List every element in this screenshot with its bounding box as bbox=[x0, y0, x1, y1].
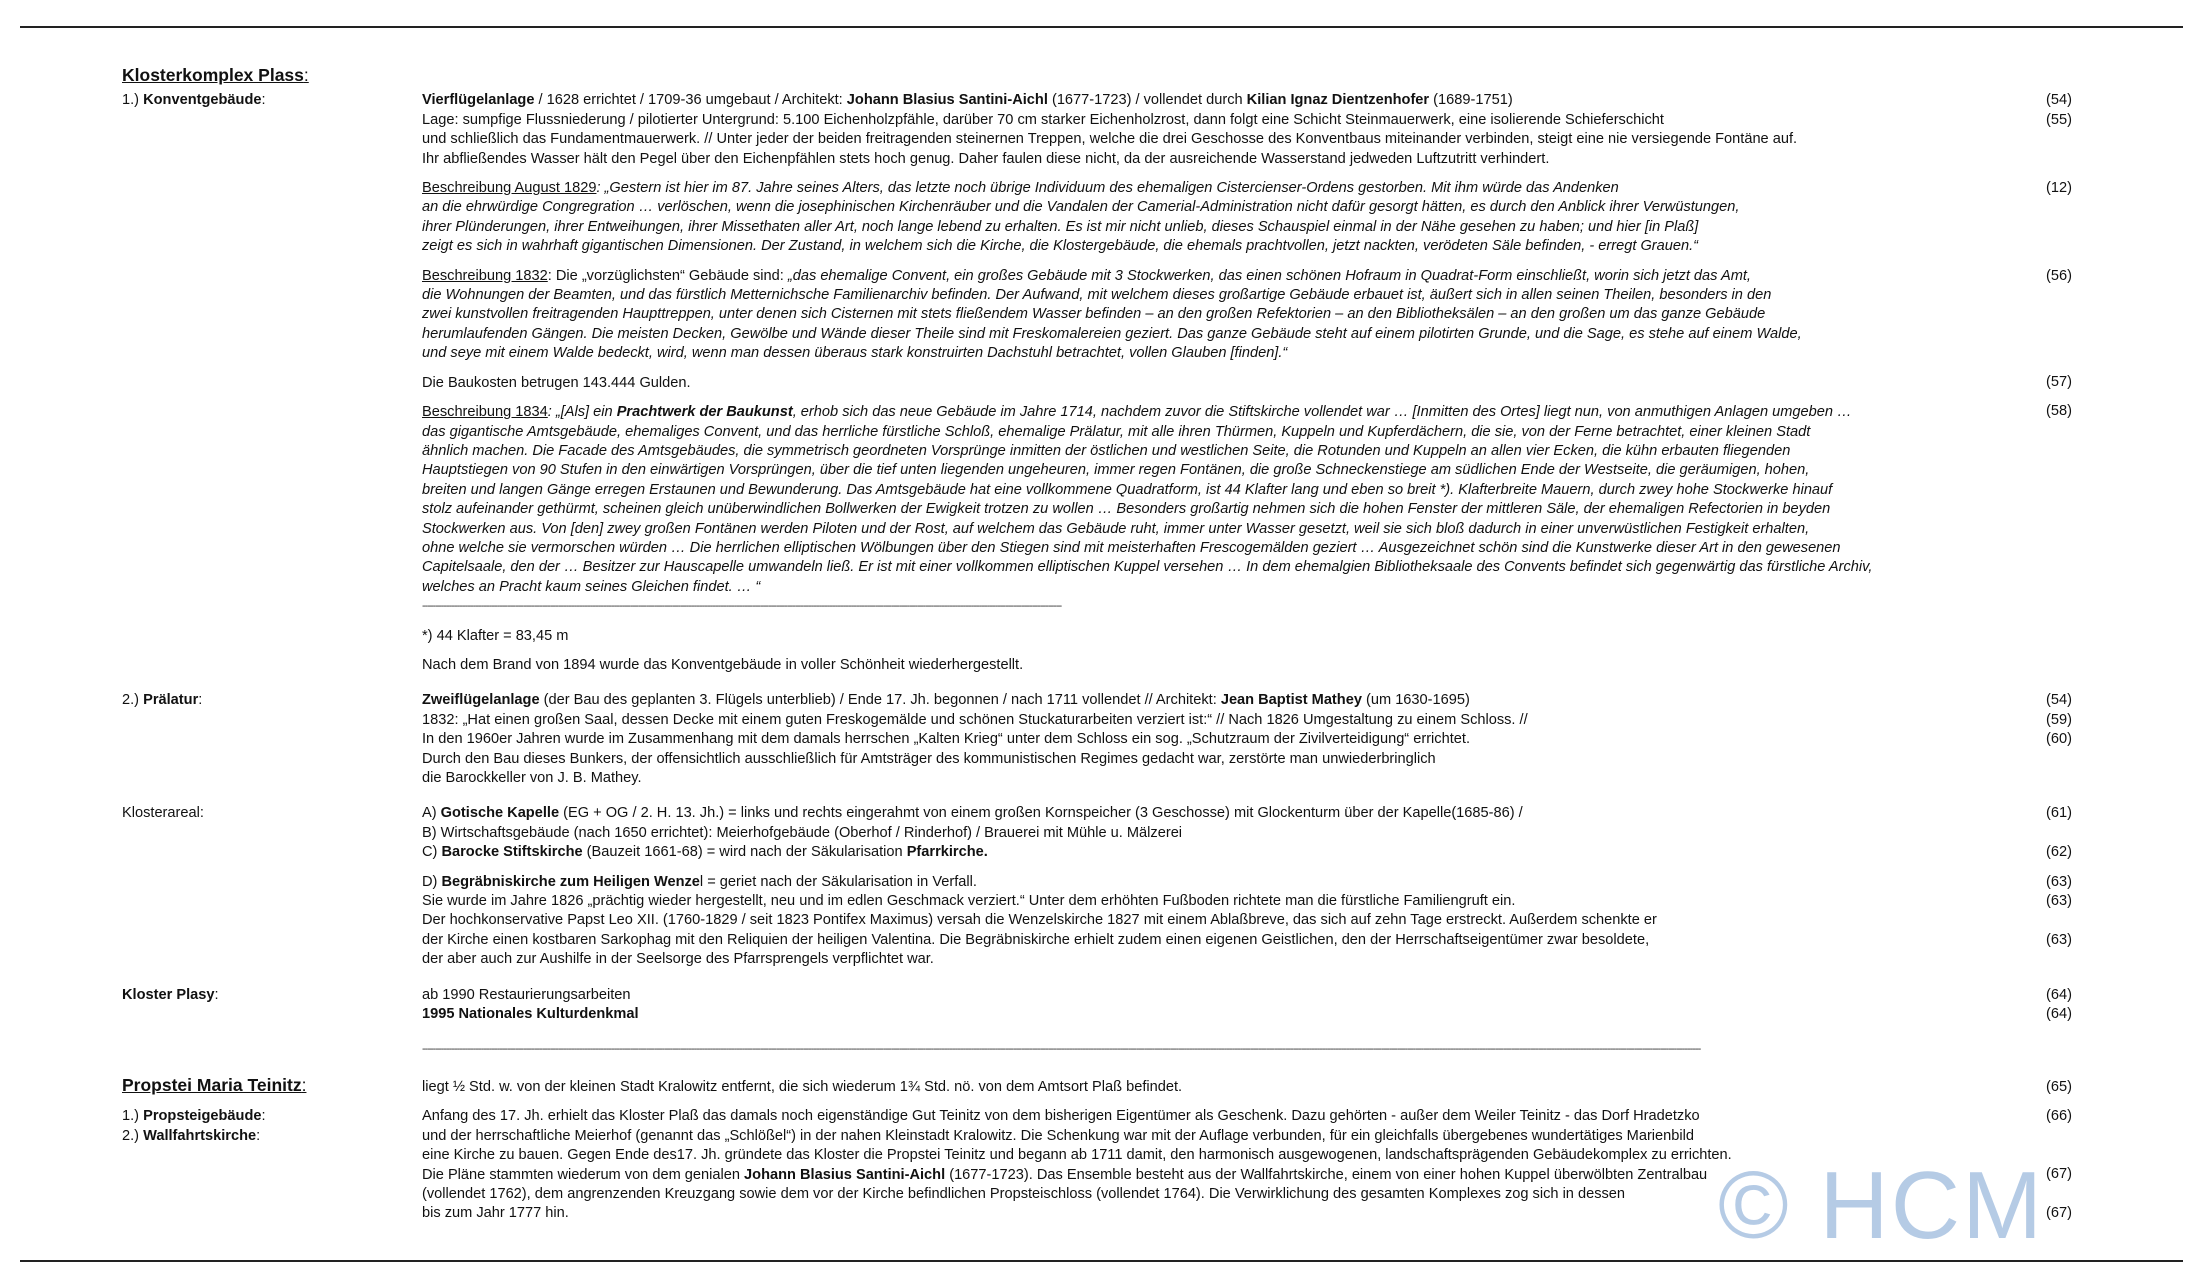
propsteigebaeude-label: 1.) Propsteigebäude: bbox=[122, 1108, 266, 1125]
praelatur-section: 2.) Prälatur: Zweiflügelanlage (der Bau des geplanten 3. Flügels unterblieb) / Ende 17. Jh. begonnen / nach 1711 vollendet // Architekt: Jean Baptist Mathey (um 1630-1695) 1832: „Hat einen großen Saal, dessen Decke mit einem guten Freskogemälde und schönen Stuckaturarbeiten verziert ist:“ // Nach 1826 Umgestaltung zu einem Schloss. // In den 1960er Jahren wurde im Zusammenhang mit dem damals herrschen „Kalten Krieg“ unter dem Schloss ein sog. „Schutzraum der Zivilverteidigung“ errichtet. Durch den Bau dieses Bunkers, der offensichtlich ausschließlich für Amtsträger des kommunistischen Regimes gedacht war, zerstörte man unwiederbringlich die Barockkeller von J. B. Mathey. (54) (59) (60) bbox=[122, 691, 2072, 788]
kloster-plasy-label: Kloster Plasy bbox=[122, 986, 215, 1003]
kloster-plasy-section: Kloster Plasy: ab 1990 Restaurierungsarbeiten 1995 Nationales Kulturdenkmal (64) (64) bbox=[122, 986, 2072, 1023]
bottom-rule bbox=[20, 1260, 2183, 1262]
klosterareal-section: Klosterareal: A) Gotische Kapelle (EG + OG / 2. H. 13. Jh.) = links und rechts eingerahmt von einem großen Kornspeicher (3 Geschosse) mit Glockenturm über der Kapelle(1685-86) / B) Wirtschaftsgebäude (nach 1650 errichtet): Meierhofgebäude (Oberhof / Rinderhof) / Brauerei mit Mühle u. Mälzerei C) Barocke Stiftskirche (Bauzeit 1661-68) = wird nach der Säkularisation Pfarrkirche. D) Begräbniskirche zum Heiligen Wenzel = geriet nach der Säkularisation in Verfall. Sie wurde im Jahre 1826 „prächtig wieder hergestellt, neu und im edlen Geschmack verziert.“ Unter dem erhöhten Fußboden richtete man die fürstliche Familiengruft ein. Der hochkonservative Papst Leo XII. (1760-1829 / seit 1823 Pontifex Maximus) versah die Wenzelskirche 1827 mit einem Ablaßbreve, das sich auf zehn Tage erstreckt. Außerdem schenkte er der Kirche einen kostbaren Sarkophag mit den Reliquien der heiligen Valentina. Die Begräbniskirche erhielt zudem einen eigenen Geistlichen, den der Herrschaftseigentümer zwar besoldete, der aber auch zur Aushilfe in der Seelsorge des Pfarrsprengels verpflichtet war. (61) (62) (63) (63) (63) bbox=[122, 804, 2072, 969]
document-page: Klosterkomplex Plass: 1.) Konventgebäude: Vierflügelanlage / 1628 errichtet / 1709-36 umgebaut / Architekt: Johann Blasius Santini-Aichl (1677-1723) / vollendet durch Kilian Ignaz Dientzenhofer (1689-1751) Lage: sumpfige Flussniederung / pilotierter Untergrund: 5.100 Eichenholzpfähle, darüber 70 cm starker Eichenholzrost, dann folgt eine Schicht Steinmauerwerk, eine isolierende Schieferschicht und schließlich das Fundamentmauerwerk. // Unter jeder der beiden freitragenden steinernen Treppen, welche die drei Geschosse des Konventbaus miteinander verbinden, steigt eine nie versiegende Fontäne auf. Ihr abfließendes Wasser hält den Pegel über den Eichenpfählen stets hoch genug. Daher faulen diese nicht, da der ausreichende Wasserstand jedweden Luftzutritt verhindert. Beschreibung August 1829: „Gestern ist hier im 87. Jahre seines Alters, das letzte noch übrige Individuum des ehemaligen Cistercienser-Ordens gestorben. Mit ihm würde das Andenken an die ehrwürdige Congregration … verlöschen, wenn die josephinischen Kirchenräuber und die Vandalen der Camerial-Administration nicht dafür gesorgt hätten, es durch den Anblick ihrer Verwüstungen, ihrer Plünderungen, ihrer Entweihungen, ihrer Missethaten aller Art, noch lange lebend zu erhalten. Es ist mir nicht unlieb, dieses Schauspiel einmal in der Nähe gesehen zu haben; und hier [in Plaß] zeigt es sich in wahrhaft gigantischen Dimensionen. Der Zustand, in welchem sich die Kirche, die Klostergebäude, die ehemals prachtvollen, jetzt nackten, verödeten Säle befinden, - erregt Grauen.“ Beschreibung 1832: Die „vorzüglichsten“ Gebäude sind: „das ehemalige Convent, ein großes Gebäude mit 3 Stockwerken, das einen schönen Hofraum in Quadrat-Form einschließt, worin sich jetzt das Amt, die Wohnungen der Beamten, und das fürstlich Metternichsche Familienarchiv befinden. Der Aufwand, mit welchem dieses großartige Gebäude erbauet ist, äußert sich in allen seinen Theilen, besonders in den zwei kunstvollen freitragenden Haupttreppen, unter denen sich Cisternen mit stets fließendem Wasser befinden – an den großen Refektorien – an den Bibliotheksälen – an den großen um das ganze Gebäude herumlaufenden Gängen. Die meisten Decken, Gewölbe und Wände dieser Theile sind mit Freskomalereien geziert. Das ganze Gebäude steht auf einem pilotirten Grunde, und die Sage, es stehe auf einem Walde, und seye mit einem Walde bedeckt, wird, wenn man dessen überaus stark konstruirten Dachstuhl betrachtet, vollen Glauben [finden].“ Die Baukosten betrugen 143.444 Gulden. Beschreibung 1834: „[Als] ein Prachtwerk der Baukunst, erhob sich das neue Gebäude im Jahre 1714, nachdem zuvor die Stiftskirche vollendet war … [Inmitten des Ortes] liegt nun, von anmuthigen Anlagen umgeben … das gigantische Amtsgebäude, ehemaliges Convent, und das herrliche fürstliche Schloß, ehemalige Prälatur, mit alle ihren Thürmen, Kuppeln und Kupferdächern, die sie, von der Ferne betrachtet, einer kleinen Stadt ähnlich machen. Die Facade des Amtsgebäudes, die symmetrisch geordneten Vorsprünge inmitten der östlichen und westlichen Seite, die Rotunden und Kuppeln an allen vier Ecken, die kühn erbauten fliegenden Hauptstiegen von 90 Stufen in den einwärtigen Vorsprüngen, über die tief unten liegenden ungeheuren, immer regen Fontänen, die große Schneckenstiege am südlichen Ende der Westseite, die geräumigen, hohen, breiten und langen Gänge erregen Erstaunen und Bewunderung. Das Amtsgebäude hat eine vollkommene Quadratform, ist 44 Klafter lang und eben so breit *). Klafterbreite Mauern, durch zwey hohe Stockwerke hinauf stolz aufeinander gethürmt, scheinen gleich unüberwindlichen Bollwerken der Ewigkeit trotzen zu wollen … Besonders großartig nehmen sich die hohen Fenster der mittleren Säle, der ehemaligen Refectorien in beyden Stockwerken aus. Von [den] zwey großen Fontänen werden Piloten und der Rost, auf welchem das Gebäude ruht, immer unter Wasser gesetzt, weil sie sich bloß dadurch in einer unverwüstlichen Festigkeit erhalten, ohne welche sie vermorschen würden … Die herrlichen elliptischen Wölbungen über den Stiegen sind mit meisterhaften Frescogemälden geziert … Ausgezeichnet schön sind die Kunstwerke dieser Art in den gewesenen Capitelsaale, den der … Besitzer zur Hauscapelle umwandeln ließ. Er ist mit einer vollkommen elliptischen Kuppel versehen … In dem ehemalgien Bibliotheksaale des Convents befindet sich gegenwärtig das fürstliche Archiv, welches an Pracht kaum seines Gleichen findet. … “ ------------------------------------------------------------------------------------------------------------------------------------------------------------------------------------------------------------------------------------------------ *) 44 Klafter = 83,45 m Nach dem Brand von 1894 wurde das Konventgebäude in voller Schönheit wiederhergestellt. (54) (55) (12) (56) (57) (58) 2.) Prälatur: Zweiflügelanlage (der Bau des geplanten 3. Flügels unterblieb) / Ende 17. Jh. begonnen / nach 1711 vollendet // Architekt: Jean Baptist Mathey (um 1630-1695) 1832: „Hat einen großen Saal, dessen Decke mit einem guten Freskogemälde und schönen Stuckaturarbeiten verziert ist:“ // Nach 1826 Umgestaltung zu einem Schloss. // In den 1960er Jahren wurde im Zusammenhang mit dem damals herrschen „Kalten Krieg“ unter dem Schloss ein sog. „Schutzraum der Zivilverteidigung“ errichtet. Durch den Bau dieses Bunkers, der offensichtlich ausschließlich für Amtsträger des kommunistischen Regimes gedacht war, zerstörte man unwiederbringlich die Barockkeller von J. B. Mathey. (54) (59) (60) Klosterareal: A) Gotische Kapelle (EG + OG / 2. H. 13. Jh.) = links und rechts eingerahmt von einem großen Kornspeicher (3 Geschosse) mit Glockenturm über der Kapelle(1685-86) / B) Wirtschaftsgebäude (nach 1650 errichtet): Meierhofgebäude (Oberhof / Rinderhof) / Brauerei mit Mühle u. Mälzerei C) Barocke Stiftskirche (Bauzeit 1661-68) = wird nach der Säkularisation Pfarrkirche. D) Begräbniskirche zum Heiligen Wenzel = geriet nach der Säkularisation in Verfall. Sie wurde im Jahre 1826 „prächtig wieder hergestellt, neu und im edlen Geschmack verziert.“ Unter dem erhöhten Fußboden richtete man die fürstliche Familiengruft ein. Der hochkonservative Papst Leo XII. (1760-1829 / seit 1823 Pontifex Maximus) versah die Wenzelskirche 1827 mit einem Ablaßbreve, das sich auf zehn Tage erstreckt. Außerdem schenkte er der Kirche einen kostbaren Sarkophag mit den Reliquien der heiligen Valentina. Die Begräbniskirche erhielt zudem einen eigenen Geistlichen, den der Herrschaftseigentümer zwar besoldete, der aber auch zur Aushilfe in der Seelsorge des Pfarrsprengels verpflichtet war. (61) (62) (63) (63) (63) Kloster Plasy: ab 1990 Restaurierungsarbeiten 1995 Nationales Kulturdenkmal (64) (64) ------------------------------------------------------------------------------------------------------------------------------------------------------------------------------------------------------------------------------------------------------------------------------------------------------------------------------------------------------------------------------------------------------------------------------------------------------------------------------------------------ Propstei Maria Teinitz: liegt ½ Std. w. von der kleinen Stadt Kralowitz entfernt, die sich wiederum 1¾ Std. nö. von dem Amtsort Plaß befindet. (65) 1.) Propsteigebäude: 2.) Wallfahrtskirche: Anfang des 17. Jh. erhielt das Kloster Plaß das damals noch eigenständige Gut Teinitz von dem bisherigen Eigentümer als Geschenk. Dazu gehörten - außer dem Weiler Teinitz - das Dorf Hradetzko und der herrschaftliche Meierhof (genannt das „Schlößel“) in der nahen Kleinstadt Kralowitz. Die Schenkung war mit der Auflage verbunden, für ein gleichfalls übergebenes wundertätiges Marienbild eine Kirche zu bauen. Gegen Ende des17. Jh. gründete das Kloster die Propstei Teinitz und begann ab 1711 damit, den harmonisch ausgewogenen, landschaftsprägenden Gebäudekomplex zu errichten. Die Pläne stammten wiederum von dem genialen Johann Blasius Santini-Aichl (1677-1723). Das Ensemble besteht aus der Wallfahrtskirche, einem von einer hohen Kuppel überwölbten Zentralbau (vollendet 1762), dem angrenzenden Kreuzgang sowie dem vor der Kirche befindlichen Propsteischloss (vollendet 1764). Die Verwirklichung des gesamten Komplexes zog sich in dessen bis zum Jahr 1777 hin. (66) (67) (67) bbox=[122, 66, 2072, 1224]
ref-58: (58) bbox=[2046, 403, 2072, 420]
section-divider: ------------------------------------------------------------------------------------------------------------------------------------------------------------------------------------------------------------------------------------------------------------------------------------------------------------------------------------------------------------------------------------------------------------------------------------------------------------------------------------------------ bbox=[422, 1043, 1701, 1056]
konvent-label: 1.) Konventgebäude: bbox=[122, 92, 266, 109]
heading-beschreibung-1834: Beschreibung 1834 bbox=[422, 404, 548, 421]
heading-beschreibung-1832: Beschreibung 1832 bbox=[422, 267, 548, 284]
hcm-watermark: © HCM bbox=[1718, 1152, 2045, 1259]
ref-12: (12) bbox=[2046, 180, 2072, 196]
top-rule bbox=[20, 26, 2183, 28]
wallfahrtskirche-label: 2.) Wallfahrtskirche: bbox=[122, 1127, 261, 1144]
footnote-divider: ------------------------------------------------------------------------------------------------------------------------------------------------------------------------------------------------------------------------------------------------ bbox=[422, 600, 1062, 613]
klosterareal-label: Klosterareal: bbox=[122, 805, 204, 822]
ref-55: (55) bbox=[2046, 111, 2072, 128]
praelatur-label: 2.) Prälatur: bbox=[122, 692, 203, 709]
ref-56: (56) bbox=[2046, 267, 2072, 284]
section-title-klosterkomplex: Klosterkomplex Plass bbox=[122, 65, 304, 85]
propstei-section: Propstei Maria Teinitz: liegt ½ Std. w. von der kleinen Stadt Kralowitz entfernt, die sich wiederum 1¾ Std. nö. von dem Amtsort Plaß befindet. (65) bbox=[122, 1074, 2072, 1095]
ref-54: (54) bbox=[2046, 92, 2072, 109]
konvent-section: 1.) Konventgebäude: Vierflügelanlage / 1628 errichtet / 1709-36 umgebaut / Architekt: Johann Blasius Santini-Aichl (1677-1723) / vollendet durch Kilian Ignaz Dientzenhofer (1689-1751) Lage: sumpfige Flussniederung / pilotierter Untergrund: 5.100 Eichenholzpfähle, darüber 70 cm starker Eichenholzrost, dann folgt eine Schicht Steinmauerwerk, eine isolierende Schieferschicht und schließlich das Fundamentmauerwerk. // Unter jeder der beiden freitragenden steinernen Treppen, welche die drei Geschosse des Konventbaus miteinander verbinden, steigt eine nie versiegende Fontäne auf. Ihr abfließendes Wasser hält den Pegel über den Eichenpfählen stets hoch genug. Daher faulen diese nicht, da der ausreichende Wasserstand jedweden Luftzutritt verhindert. Beschreibung August 1829: „Gestern ist hier im 87. Jahre seines Alters, das letzte noch übrige Individuum des ehemaligen Cistercienser-Ordens gestorben. Mit ihm würde das Andenken an die ehrwürdige Congregration … verlöschen, wenn die josephinischen Kirchenräuber und die Vandalen der Camerial-Administration nicht dafür gesorgt hätten, es durch den Anblick ihrer Verwüstungen, ihrer Plünderungen, ihrer Entweihungen, ihrer Missethaten aller Art, noch lange lebend zu erhalten. Es ist mir nicht unlieb, dieses Schauspiel einmal in der Nähe gesehen zu haben; und hier [in Plaß] zeigt es sich in wahrhaft gigantischen Dimensionen. Der Zustand, in welchem sich die Kirche, die Klostergebäude, die ehemals prachtvollen, jetzt nackten, verödeten Säle befinden, - erregt Grauen.“ Beschreibung 1832: Die „vorzüglichsten“ Gebäude sind: „das ehemalige Convent, ein großes Gebäude mit 3 Stockwerken, das einen schönen Hofraum in Quadrat-Form einschließt, worin sich jetzt das Amt, die Wohnungen der Beamten, und das fürstlich Metternichsche Familienarchiv befinden. Der Aufwand, mit welchem dieses großartige Gebäude erbauet ist, äußert sich in allen seinen Theilen, besonders in den zwei kunstvollen freitragenden Haupttreppen, unter denen sich Cisternen mit stets fließendem Wasser befinden – an den großen Refektorien – an den Bibliotheksälen – an den großen um das ganze Gebäude herumlaufenden Gängen. Die meisten Decken, Gewölbe und Wände dieser Theile sind mit Freskomalereien geziert. Das ganze Gebäude steht auf einem pilotirten Grunde, und die Sage, es stehe auf einem Walde, und seye mit einem Walde bedeckt, wird, wenn man dessen überaus stark konstruirten Dachstuhl betrachtet, vollen Glauben [finden].“ Die Baukosten betrugen 143.444 Gulden. Beschreibung 1834: „[Als] ein Prachtwerk der Baukunst, erhob sich das neue Gebäude im Jahre 1714, nachdem zuvor die Stiftskirche vollendet war … [Inmitten des Ortes] liegt nun, von anmuthigen Anlagen umgeben … das gigantische Amtsgebäude, ehemaliges Convent, und das herrliche fürstliche Schloß, ehemalige Prälatur, mit alle ihren Thürmen, Kuppeln und Kupferdächern, die sie, von der Ferne betrachtet, einer kleinen Stadt ähnlich machen. Die Facade des Amtsgebäudes, die symmetrisch geordneten Vorsprünge inmitten der östlichen und westlichen Seite, die Rotunden und Kuppeln an allen vier Ecken, die kühn erbauten fliegenden Hauptstiegen von 90 Stufen in den einwärtigen Vorsprüngen, über die tief unten liegenden ungeheuren, immer regen Fontänen, die große Schneckenstiege am südlichen Ende der Westseite, die geräumigen, hohen, breiten und langen Gänge erregen Erstaunen und Bewunderung. Das Amtsgebäude hat eine vollkommene Quadratform, ist 44 Klafter lang und eben so breit *). Klafterbreite Mauern, durch zwey hohe Stockwerke hinauf stolz aufeinander gethürmt, scheinen gleich unüberwindlichen Bollwerken der Ewigkeit trotzen zu wollen … Besonders großartig nehmen sich die hohen Fenster der mittleren Säle, der ehemaligen Refectorien in beyden Stockwerken aus. Von [den] zwey großen Fontänen werden Piloten und der Rost, auf welchem das Gebäude ruht, immer unter Wasser gesetzt, weil sie sich bloß dadurch in einer unverwüstlichen Festigkeit erhalten, ohne welche sie vermorschen würden … Die herrlichen elliptischen Wölbungen über den Stiegen sind mit meisterhaften Frescogemälden geziert … Ausgezeichnet schön sind die Kunstwerke dieser Art in den gewesenen Capitelsaale, den der … Besitzer zur Hauscapelle umwandeln ließ. Er ist mit einer vollkommen elliptischen Kuppel versehen … In dem ehemalgien Bibliotheksaale des Convents befindet sich gegenwärtig das fürstliche Archiv, welches an Pracht kaum seines Gleichen findet. … “ ------------------------------------------------------------------------------------------------------------------------------------------------------------------------------------------------------------------------------------------------ *) 44 Klafter = 83,45 m Nach dem Brand von 1894 wurde das Konventgebäude in voller Schönheit wiederhergestellt. (54) (55) (12) (56) (57) (58) bbox=[122, 91, 2072, 675]
propstei-body: 1.) Propsteigebäude: 2.) Wallfahrtskirche: Anfang des 17. Jh. erhielt das Kloster Plaß das damals noch eigenständige Gut Teinitz von dem bisherigen Eigentümer als Geschenk. Dazu gehörten - außer dem Weiler Teinitz - das Dorf Hradetzko und der herrschaftliche Meierhof (genannt das „Schlößel“) in der nahen Kleinstadt Kralowitz. Die Schenkung war mit der Auflage verbunden, für ein gleichfalls übergebenes wundertätiges Marienbild eine Kirche zu bauen. Gegen Ende des17. Jh. gründete das Kloster die Propstei Teinitz und begann ab 1711 damit, den harmonisch ausgewogenen, landschaftsprägenden Gebäudekomplex zu errichten. Die Pläne stammten wiederum von dem genialen Johann Blasius Santini-Aichl (1677-1723). Das Ensemble besteht aus der Wallfahrtskirche, einem von einer hohen Kuppel überwölbten Zentralbau (vollendet 1762), dem angrenzenden Kreuzgang sowie dem vor der Kirche befindlichen Propsteischloss (vollendet 1764). Die Verwirklichung des gesamten Komplexes zog sich in dessen bis zum Jahr 1777 hin. (66) (67) (67) bbox=[122, 1108, 2072, 1222]
section-title-propstei: Propstei Maria Teinitz bbox=[122, 1074, 302, 1095]
heading-beschreibung-1829: Beschreibung August 1829 bbox=[422, 180, 597, 197]
footnote: *) 44 Klafter = 83,45 m bbox=[422, 627, 569, 644]
ref-57: (57) bbox=[2046, 374, 2072, 391]
